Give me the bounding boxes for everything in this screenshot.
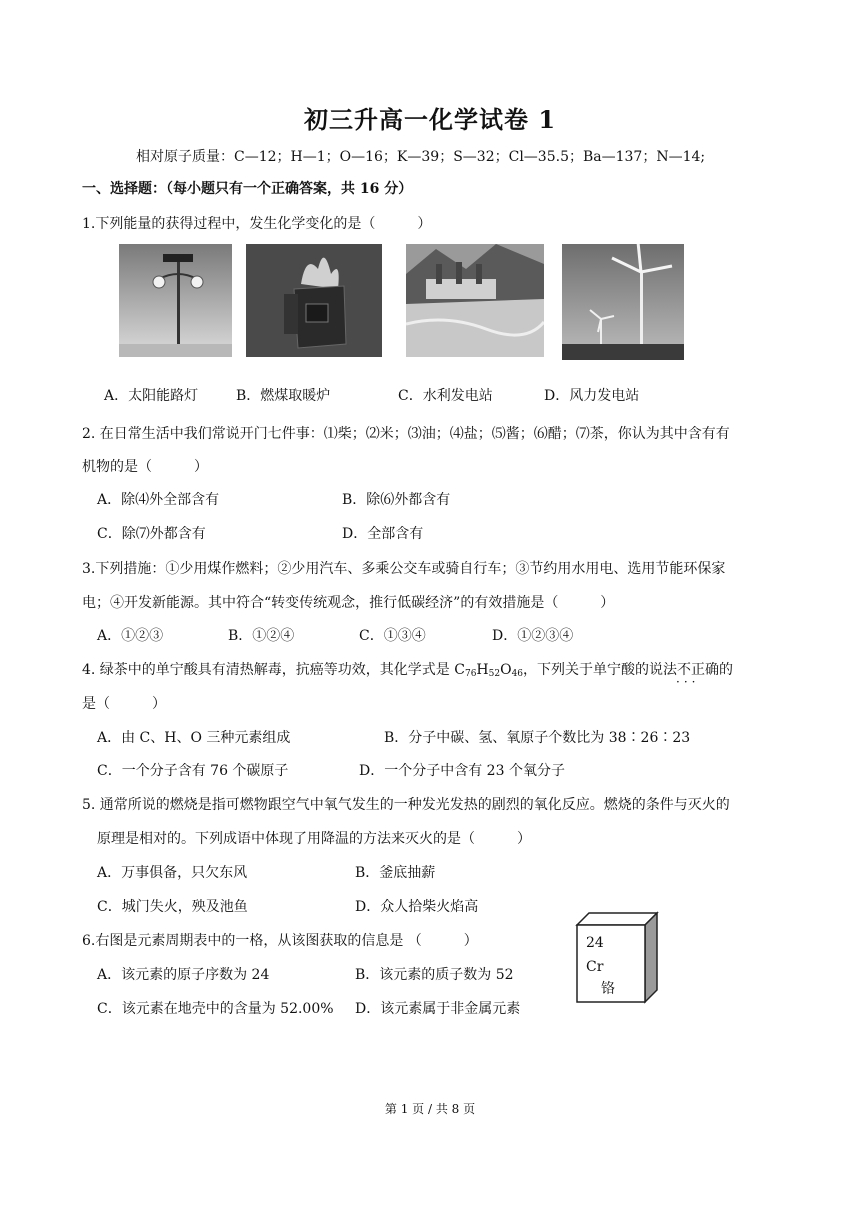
q3-option-c: C．①③④ xyxy=(359,628,426,644)
atomic-masses: 相对原子质量：C—12；H—1；O—16；K—39；S—32；Cl—35.5；Ba—137；N—14; xyxy=(136,149,706,165)
q5-option-c: C．城门失火，殃及池鱼 xyxy=(97,899,248,915)
q1-option-a: A．太阳能路灯 xyxy=(104,388,199,404)
hydro-station-photo xyxy=(406,244,544,357)
q5-stem-line2: 原理是相对的。下列成语中体现了用降温的方法来灭火的是（ ） xyxy=(97,831,531,847)
page-footer: 第 1 页 / 共 8 页 xyxy=(384,1102,476,1116)
q4-sub-c: 76 xyxy=(464,669,477,679)
q2-stem-line1: 2. 在日常生活中我们常说开门七件事：⑴柴；⑵米；⑶油；⑷盐；⑸酱；⑹醋；⑺茶，你认为其中含有有 xyxy=(82,426,730,442)
q1-option-d: D．风力发电站 xyxy=(544,388,640,404)
q5-option-d: D．众人拾柴火焰高 xyxy=(355,899,479,915)
q1-option-c: C．水利发电站 xyxy=(398,388,493,404)
q2-option-a: A．除⑷外全部含有 xyxy=(97,492,220,508)
q4-emphasis: 不正确 ··· xyxy=(677,661,719,679)
q4-option-c: C．一个分子含有 76 个碳原子 xyxy=(97,763,289,779)
element-symbol: Cr xyxy=(586,959,604,975)
q4-o: O xyxy=(500,662,512,678)
page-title: 初三升高一化学试卷 1 xyxy=(303,105,557,134)
q5-stem-line1: 5. 通常所说的燃烧是指可燃物跟空气中氧气发生的一种发光发热的剧烈的氧化反应。燃烧的条件与灭火的 xyxy=(82,797,730,813)
q4-stem-line2: 是（ ） xyxy=(82,696,166,712)
q6-stem: 6.右图是元素周期表中的一格，从该图获取的信息是 （ ） xyxy=(82,933,478,949)
q4-sub-o: 46 xyxy=(511,669,524,679)
q4-sub-h: 52 xyxy=(488,669,501,679)
q5-option-a: A．万事俱备，只欠东风 xyxy=(97,865,248,881)
q4-option-d: D．一个分子中含有 23 个氧分子 xyxy=(359,763,565,779)
q2-option-d: D．全部含有 xyxy=(342,526,424,542)
element-name: 铬 xyxy=(601,981,615,997)
q1-option-b: B．燃煤取暖炉 xyxy=(236,388,331,404)
coal-stove-photo xyxy=(246,244,382,357)
solar-street-lamp-photo xyxy=(119,244,232,357)
q4-stem-pre: 4. 绿茶中的单宁酸具有清热解毒，抗癌等功效，其化学式是 C xyxy=(82,662,465,678)
q4-h: H xyxy=(476,662,489,678)
q4-stem-post: ，下列关于单宁酸的说法 xyxy=(523,662,678,678)
wind-turbine-photo xyxy=(562,244,684,360)
q4-stem-line1 xyxy=(82,661,733,683)
section-heading: 一、选择题：（每小题只有一个正确答案，共 16 分） xyxy=(82,181,413,197)
q6-option-d: D．该元素属于非金属元素 xyxy=(355,1001,521,1017)
q3-stem-line1: 3.下列措施：①少用煤作燃料；②少用汽车、多乘公交车或骑自行车；③节约用水用电、选用节能环保家 xyxy=(82,561,726,577)
q2-stem-line2: 机物的是（ ） xyxy=(82,459,208,475)
q6-option-c: C．该元素在地壳中的含量为 52.00% xyxy=(97,1001,334,1017)
q4-stem-end: 的 xyxy=(719,662,734,678)
q3-stem-line2: 电；④开发新能源。其中符合“转变传统观念，推行低碳经济”的有效措施是（ ） xyxy=(82,595,615,611)
q3-option-b: B．①②④ xyxy=(228,628,295,644)
q6-option-b: B．该元素的质子数为 52 xyxy=(355,967,514,983)
q4-option-a: A．由 C、H、O 三种元素组成 xyxy=(97,730,291,746)
q5-option-b: B．釜底抽薪 xyxy=(355,865,436,881)
q2-option-b: B．除⑹外都含有 xyxy=(342,492,451,508)
q3-option-d: D．①②③④ xyxy=(492,628,574,644)
q2-option-c: C．除⑺外都含有 xyxy=(97,526,206,542)
q6-option-a: A．该元素的原子序数为 24 xyxy=(97,967,270,983)
q3-option-a: A．①②③ xyxy=(97,628,164,644)
element-number: 24 xyxy=(586,935,604,951)
q1-stem: 1.下列能量的获得过程中，发生化学变化的是（ ） xyxy=(82,216,432,232)
q4-option-b: B．分子中碳、氢、氧原子个数比为 38∶26∶23 xyxy=(384,730,691,746)
